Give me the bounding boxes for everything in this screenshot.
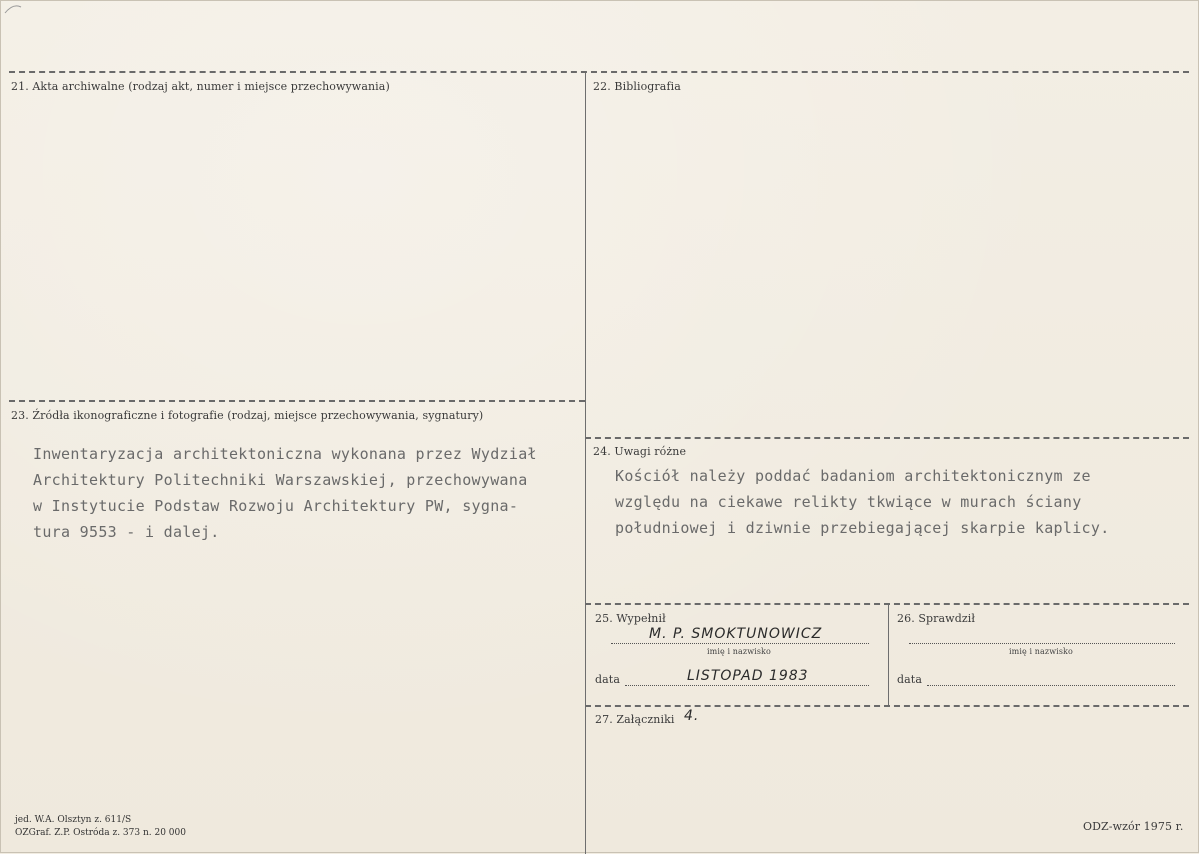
checked-by-date-line — [927, 685, 1175, 686]
section-22-bottom-line — [585, 437, 1189, 439]
attachments-count: 4. — [684, 708, 700, 724]
form-id: ODZ-wzór 1975 r. — [1083, 820, 1184, 833]
section-27-label: 27. Załączniki — [595, 713, 675, 726]
center-divider — [585, 73, 586, 854]
checked-by-name-line — [909, 643, 1175, 644]
section-23-line-4: tura 9553 - i dalej. — [33, 523, 220, 541]
checked-by-date-label: data — [897, 673, 922, 686]
section-24-line-3: południowej i dziwnie przebiegającej skarpie kaplicy. — [615, 519, 1110, 537]
filled-by-name: M. P. SMOKTUNOWICZ — [649, 626, 823, 642]
section-21-bottom-line — [9, 400, 585, 402]
top-border-line — [9, 71, 1189, 73]
divider-25-26 — [888, 605, 889, 705]
checked-by-name-caption: imię i nazwisko — [1009, 647, 1073, 656]
filled-by-date-label: data — [595, 673, 620, 686]
footer-print-line-1: jed. W.A. Olsztyn z. 611/S — [15, 815, 132, 825]
section-24-bottom-line — [585, 603, 1189, 605]
filled-by-name-line — [611, 643, 869, 644]
section-23-label: 23. Źródła ikonograficzne i fotografie (rodzaj, miejsce przechowywania, sygnatury) — [11, 409, 484, 422]
section-22-label: 22. Bibliografia — [593, 80, 681, 93]
section-25-bottom-line — [585, 705, 1189, 707]
filled-by-name-caption: imię i nazwisko — [707, 647, 771, 656]
filled-by-date-line — [625, 685, 869, 686]
section-24-line-2: względu na ciekawe relikty tkwiące w murach ściany — [615, 493, 1082, 511]
footer-print-line-2: OZGraf. Z.P. Ostróda z. 373 n. 20 000 — [15, 828, 186, 838]
corner-mark-icon — [3, 3, 23, 15]
section-25-label: 25. Wypełnił — [595, 612, 666, 625]
section-24-line-1: Kościół należy poddać badaniom architektonicznym ze — [615, 467, 1091, 485]
section-23-line-2: Architektury Politechniki Warszawskiej, przechowywana — [33, 471, 528, 489]
section-21-label: 21. Akta archiwalne (rodzaj akt, numer i miejsce przechowywania) — [11, 80, 390, 93]
section-23-line-1: Inwentaryzacja architektoniczna wykonana przez Wydział — [33, 445, 537, 463]
section-24-label: 24. Uwagi różne — [593, 445, 687, 458]
section-26-label: 26. Sprawdził — [897, 612, 976, 625]
section-23-line-3: w Instytucie Podstaw Rozwoju Architektury PW, sygna- — [33, 497, 519, 515]
filled-by-date-value: LISTOPAD 1983 — [687, 668, 809, 684]
